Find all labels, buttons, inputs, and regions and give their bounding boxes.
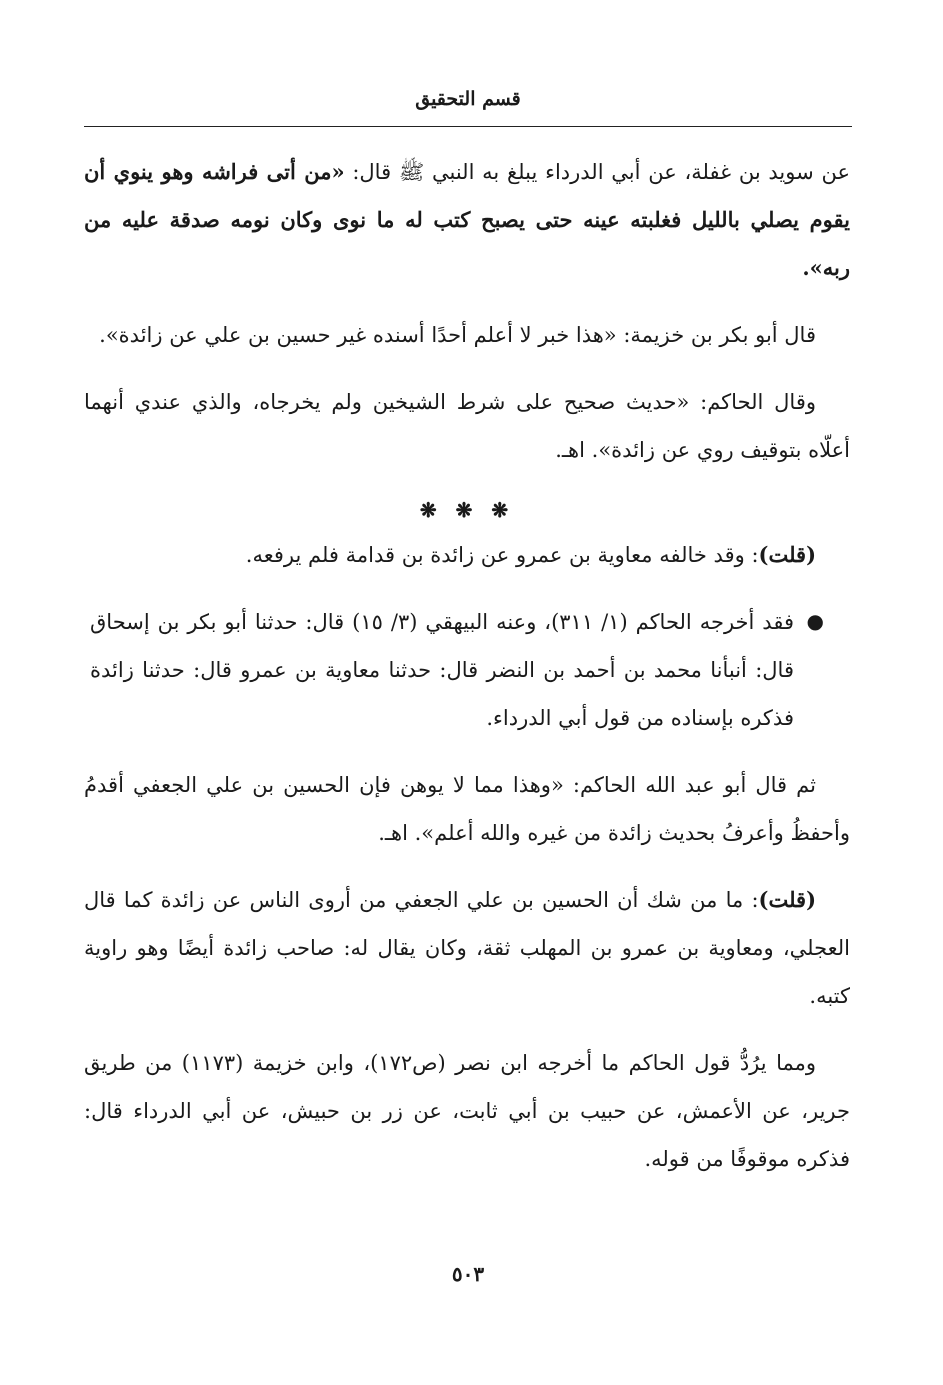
paragraph-1-intro: عن سويد بن غفلة، عن أبي الدرداء يبلغ به النبي ﷺ قال: bbox=[344, 160, 850, 184]
paragraph-1 bbox=[84, 148, 850, 292]
paragraph-7 bbox=[84, 876, 850, 1020]
bullet-paragraph bbox=[84, 598, 850, 742]
paragraph-4 bbox=[84, 531, 850, 579]
paragraph-4-label: (قلت) bbox=[758, 542, 816, 567]
paragraph-2: قال أبو بكر بن خزيمة: «هذا خبر لا أعلم أحدًا أسنده غير حسين بن علي عن زائدة». bbox=[99, 323, 816, 347]
paragraph-4-text: : وقد خالفه معاوية بن عمرو عن زائدة بن قدامة فلم يرفعه. bbox=[245, 543, 759, 567]
page-number: ٥٠٣ bbox=[451, 1262, 485, 1286]
paragraph-6: ثم قال أبو عبد الله الحاكم: «وهذا مما لا يوهن فإن الحسين بن علي الجعفي أقدمُ وأحفظُ وأعرفُ بحديث زائدة من غيره والله أعلم». اهـ. bbox=[84, 773, 850, 845]
paragraph-8: ومما يرُدُّ قول الحاكم ما أخرجه ابن نصر (ص١٧٢)، وابن خزيمة (١١٧٣) من طريق جرير، عن الأعمش، عن حبيب بن أبي ثابت، عن زر بن حبيش، عن أبي الدرداء قال: فذكره موقوفًا من قوله. bbox=[84, 1051, 850, 1171]
paragraph-1-hadith: «من أتى فراشه وهو ينوي أن يقوم يصلي بالليل فغلبته عينه حتى يصبح كتب له ما نوى وكان نومه صدقة عليه من ربه». bbox=[84, 159, 850, 280]
header-rule bbox=[84, 126, 852, 127]
paragraph-7-label: (قلت) bbox=[758, 887, 817, 912]
bullet-icon: ● bbox=[806, 609, 824, 633]
bullet-paragraph-text: فقد أخرجه الحاكم (١/ ٣١١)، وعنه البيهقي (٣/ ١٥) قال: حدثنا أبو بكر بن إسحاق قال: أنبأنا محمد بن أحمد بن النضر قال: حدثنا معاوية بن عمرو قال: حدثنا زائدة فذكره بإسناده من قول أبي الدرداء. bbox=[90, 610, 794, 730]
paragraph-7-text: : ما من شك أن الحسين بن علي الجعفي من أروى الناس عن زائدة كما قال العجلي، ومعاوية بن عمرو بن المهلب ثقة، وكان يقال له: صاحب زائدة أيضًا وهو راوية كتبه. bbox=[84, 888, 850, 1008]
page-body bbox=[84, 148, 850, 1202]
section-separator: ❋ ❋ ❋ bbox=[419, 498, 515, 522]
paragraph-3: وقال الحاكم: «حديث صحيح على شرط الشيخين ولم يخرجاه، والذي عندي أنهما أعلّاه بتوقيف روي عن زائدة». اهـ. bbox=[84, 390, 850, 462]
running-header-title: قسم التحقيق bbox=[415, 88, 521, 110]
